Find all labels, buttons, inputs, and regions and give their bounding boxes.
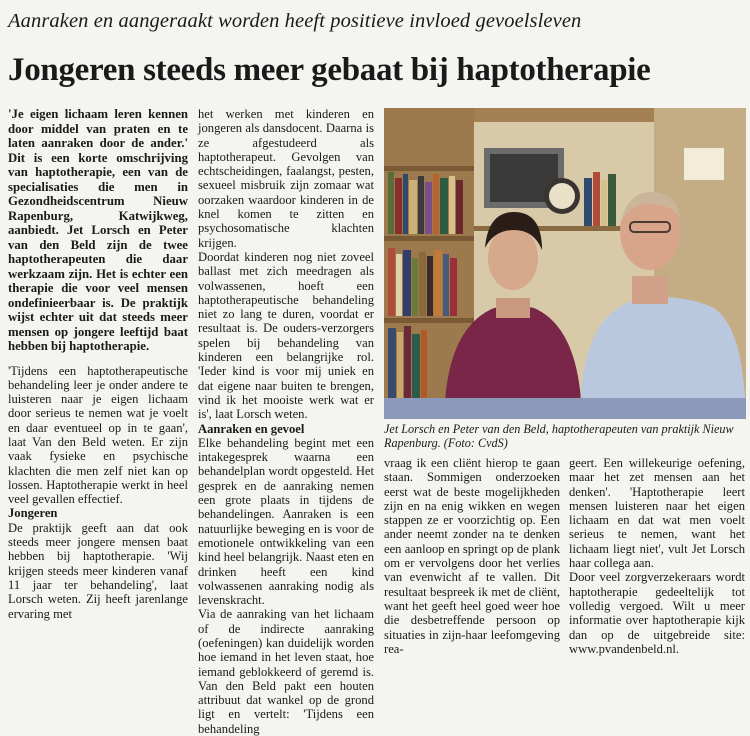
- paragraph: Elke behandeling begint met een intakegesprek waarna een behandelplan wordt opgesteld. Het gesprek en de aanraking nemen een grote plaats in tijdens de behandelingen. Aanraken is een natuurlijke beweging en is voor de emotionele ontwikkeling van een kind heel belangrijk. Naast eten en drinken heeft een kind volwassenen aanraking nodig als levenskracht.: [198, 435, 374, 608]
- paragraph: Doordat kinderen nog niet zoveel ballast met zich meedragen als volwassenen, hoeft een haptotherapeutische behandeling niet zo lang te duren, voordat er resultaat is. De ouders-verzorgers spelen bij behandeling van kinderen een belangrijke rol. 'Ieder kind is voor mij uniek en dat eigene naar buiten te brengen, vind ik het mooiste werk wat er is', laat Lorsch weten.: [198, 249, 374, 422]
- paragraph: vraag ik een cliënt hierop te gaan staan. Sommigen onderzoeken eerst wat de beste mogelijkheden zijn en na enig wikken en wegen stappen ze er voorzichtig op. Een ander neemt zonder na te denken een aanloop en springt op de plank om er vervolgens door het verlies van evenwicht af te vallen. Dit resultaat bespreek ik met de cliënt, want het geeft heel goed weer hoe die desbetreffende persoon op situaties in zijn-haar leefomgeving rea-: [384, 456, 560, 656]
- article-photo: [384, 108, 746, 419]
- section-heading-aanraken: Aanraken en gevoel: [198, 421, 305, 436]
- paragraph: Door veel zorgverzekeraars wordt haptotherapie gedeeltelijk tot volledig vergoed. Wilt u meer informatie over haptotherapie kijk dan op de uitgebreide site: www.pvandenbeld.nl.: [569, 570, 745, 656]
- photo-caption: Jet Lorsch en Peter van den Beld, haptotherapeuten van praktijk Nieuw Rapenburg. (Foto: CvdS): [384, 422, 734, 450]
- photo-illustration: [384, 108, 746, 419]
- article-headline: Jongeren steeds meer gebaat bij haptotherapie: [8, 52, 651, 88]
- article-intro: 'Je eigen lichaam leren kennen door middel van praten en te laten aanraken door de ander.' Dit is een korte omschrijving van haptotherapie, een van de specialisaties die men in Gezondheidscentrum Nieuw Rapenburg, Katwijkweg, aanbiedt. Jet Lorsch en Peter van den Beld zijn de twee haptotherapeuten die daar werkzaam zijn. Het is echter een therapie die voor veel mensen ondefinieerbaar is. De praktijk wijst echter uit dat steeds meer mensen op jongere leeftijd baat hebben bij haptotherapie.: [8, 107, 188, 353]
- article-column-1: [8, 107, 188, 621]
- article-subheadline: Aanraken en aangeraakt worden heeft positieve invloed gevoelsleven: [8, 10, 582, 32]
- article-column-2: [198, 107, 374, 736]
- paragraph: Via de aanraking van het lichaam of de indirecte aanraking (oefeningen) kan duidelijk worden hoe iemand in het leven staat, hoe iemand geblokkeerd of geremd is. Van den Beld pakt een houten attribuut dat wankel op de grond ligt en vertelt: 'Tijdens een behandeling: [198, 607, 374, 736]
- paragraph: De praktijk geeft aan dat ook steeds meer jongere mensen baat hebben bij haptotherapie. 'Wij krijgen steeds meer kinderen vanaf 11 jaar ter behandeling', laat Lorsch weten. Zij heeft jarenlange ervaring met: [8, 520, 188, 621]
- article-column-3: [384, 456, 560, 656]
- paragraph: geert. Een willekeurige oefening, maar het zet mensen aan het denken'. 'Haptotherapie leert mensen luisteren naar het eigen lichaam en dat wat men voelt serieus te nemen, want het lichaam liegt niet', vult Jet Lorsch haar collega aan.: [569, 456, 745, 571]
- section-heading-jongeren: Jongeren: [8, 506, 58, 521]
- paragraph: 'Tijdens een haptotherapeutische behandeling leer je onder andere te luisteren naar je eigen lichaam door serieus te nemen wat je voelt en daar eventueel op in te gaan', laat Van den Beld weten. Er zijn vaak fysieke en psychische klachten die men zelf niet kan op lossen. Haptotherapie werkt in heel veel gevallen effectief.: [8, 363, 188, 507]
- article-column-4: [569, 456, 745, 656]
- paragraph: het werken met kinderen en jongeren als dansdocent. Daarna is ze afgestudeerd als haptotherapeut. Gevolgen van echtscheidingen, faalangst, pesten, sexueel misbruik zijn zomaar wat oorzaken waardoor kinderen in de knel komen te zitten en psychosomatische klachten krijgen.: [198, 107, 374, 250]
